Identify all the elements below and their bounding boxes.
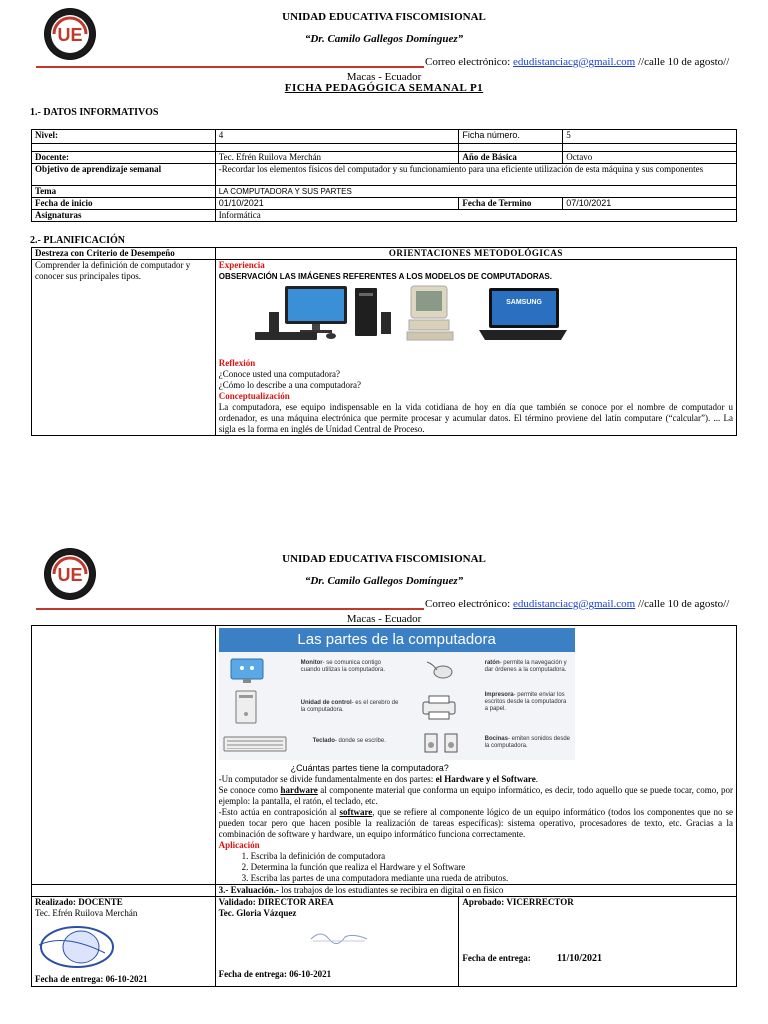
tema-label: Tema [32, 186, 216, 198]
realizado-label: Realizado: DOCENTE [35, 897, 123, 907]
city-2: Macas - Ecuador [346, 613, 422, 625]
keyboard-icon [223, 736, 287, 752]
observacion-text: OBSERVACIÓN LAS IMÁGENES REFERENTES A LOS MODELOS DE COMPUTADORAS. [218, 272, 552, 281]
question-2: ¿Cómo lo describe a una computadora? [218, 380, 361, 390]
realizado-cell [32, 897, 216, 987]
validado-name: Tec. Gloria Vázquez [218, 908, 297, 918]
conceptualizacion-heading: Conceptualización [218, 391, 290, 401]
planificacion-table [31, 247, 737, 436]
inicio-label: Fecha de inicio [32, 198, 216, 210]
school-subtitle-2: “Dr. Camilo Gallegos Domínguez” [304, 575, 464, 587]
anio-label: Año de Básica [459, 152, 563, 164]
desktop-computer-icon [255, 284, 395, 342]
termino-value: 07/10/2021 [563, 198, 737, 210]
question-1: ¿Conoce usted una computadora? [218, 369, 340, 379]
ficha-num-value: 5 [563, 130, 737, 144]
contact-line-2 [425, 598, 729, 610]
address-text: //calle 10 de agosto// [637, 598, 730, 610]
email-link-2[interactable]: edudistanciacg@gmail.com [512, 598, 636, 610]
destreza-continuation [32, 626, 216, 885]
reflexion-heading: Reflexión [218, 358, 256, 368]
banner-title: Las partes de la computadora [219, 628, 575, 652]
mouse-icon [425, 660, 455, 680]
aplicacion-heading: Aplicación [218, 840, 260, 850]
inicio-value: 01/10/2021 [215, 198, 459, 210]
objetivo-label: Objetivo de aprendizaje semanal [32, 164, 216, 186]
school-name: UNIDAD EDUCATIVA FISCOMISIONAL [282, 11, 486, 23]
task-item: 3. Escriba las partes de una computadora mediante una rueda de atributos. [251, 873, 733, 884]
computer-images [219, 282, 733, 344]
question-parts: ¿Cuántas partes tiene la computadora? [290, 763, 449, 773]
task-list [219, 851, 733, 884]
part-keyboard: Teclado- donde se escribe. [312, 738, 386, 744]
part-mouse: ratón- permite la navegación y dar órdenes a la computadora. [484, 660, 567, 673]
svg-text:UE: UE [57, 25, 83, 45]
school-name-2: UNIDAD EDUCATIVA FISCOMISIONAL [282, 553, 486, 565]
asignatura-value: Informática [215, 210, 736, 222]
datos-table [31, 129, 737, 222]
objetivo-value: -Recordar los elementos físicos del computador y su funcionamiento para una eficiente utilización de esta máquina y sus componentes [215, 164, 736, 186]
concepto-text: La computadora, ese equipo indispensable en la vida cotidiana de hoy en día que también se conoce por el nombre de computador u ordenador, es una máquina electrónica que permite procesar y acumular datos. El término proviene del latín computare (“calcular”). ... La sigla es la forma en inglés de Unidad Central de Proceso. [218, 402, 733, 434]
email-label: Correo electrónico: [425, 56, 511, 68]
paragraph-1: -Un computador se divide fundamentalmente en dos partes: el Hardware y el Software. [218, 774, 538, 784]
task-item: 2. Determina la función que realiza el Hardware y el Software [251, 862, 733, 873]
school-stamp-icon [35, 923, 119, 971]
orientaciones-continuation [215, 626, 736, 885]
school-subtitle: “Dr. Camilo Gallegos Domínguez” [304, 33, 464, 45]
nivel-value: 4 [215, 130, 459, 144]
svg-text:UE: UE [57, 565, 83, 585]
paragraph-2: Se conoce como hardware al componente material que conforma un equipo informático, es decir, todo aquello que se puede tocar, como, por ejemplo: la pantalla, el ratón, el teclado, etc. [218, 785, 733, 806]
fecha-entrega-2: Fecha de entrega: 06-10-2021 [218, 969, 332, 979]
orientaciones-header: ORIENTACIONES METODOLÓGICAS [215, 248, 736, 260]
destreza-value: Comprender la definición de computador y conocer sus principales tipos. [32, 260, 216, 436]
address-text: //calle 10 de agosto// [637, 56, 730, 68]
termino-label: Fecha de Termino [459, 198, 563, 210]
svg-text:SAMSUNG: SAMSUNG [505, 299, 542, 306]
part-control-unit: Unidad de control- es el cerebro de la computadora. [300, 700, 399, 713]
cpu-tower-icon [233, 690, 259, 724]
parts-banner [219, 628, 575, 760]
realizado-name: Tec. Efrén Ruilova Merchán [35, 908, 138, 918]
header-divider [36, 66, 424, 68]
validado-cell [215, 897, 459, 987]
ficha-num-label: Ficha número. [459, 130, 563, 144]
monitor-icon [227, 658, 267, 684]
aprobado-cell [459, 897, 737, 987]
asignatura-label: Asignaturas [32, 210, 216, 222]
nivel-label: Nivel: [32, 130, 216, 144]
printer-icon [419, 694, 459, 720]
speakers-icon [423, 732, 459, 754]
destreza-header: Destreza con Criterio de Desempeño [32, 248, 216, 260]
email-link[interactable]: edudistanciacg@gmail.com [512, 56, 636, 68]
docente-value: Tec. Efrén Ruilova Merchán [215, 152, 459, 164]
anio-value: Octavo [563, 152, 737, 164]
signature-icon [309, 927, 369, 947]
city: Macas - Ecuador [346, 71, 422, 83]
contact-line [425, 56, 729, 68]
task-item: 1. Escriba la definición de computadora [251, 851, 733, 862]
fecha-entrega-1: Fecha de entrega: 06-10-2021 [35, 974, 148, 984]
evaluacion-row: 3.- Evaluación.- los trabajos de los estudiantes se recibira en digital o en fisico [215, 885, 736, 897]
vintage-computer-icon [405, 284, 455, 342]
docente-label: Docente: [32, 152, 216, 164]
paragraph-3: -Esto actúa en contraposición al software, que se refiere al componente lógico de un equipo informático (todos los componentes que no se pueden tocar pero que hacen posible la realización de tareas específicas): sistema operativo, procesadores de texto, etc. Gracias a la combinación de software y hardware, un equipo informático funciona correctamente. [218, 807, 733, 839]
aprobado-label: Aprobado: VICERRECTOR [462, 897, 574, 907]
tema-value: LA COMPUTADORA Y SUS PARTES [215, 186, 736, 198]
validado-label: Validado: DIRECTOR AREA [218, 897, 334, 907]
section-planificacion: 2.- PLANIFICACIÓN [30, 235, 125, 246]
header-divider-2 [36, 608, 424, 610]
part-monitor: Monitor- se comunica contigo cuando utilizas la computadora. [300, 660, 386, 673]
experiencia-heading: Experiencia [218, 260, 265, 270]
fecha-entrega-3: Fecha de entrega: 11/10/2021 [462, 953, 603, 964]
part-speakers: Bocinas- emiten sonidos desde la computadora. [484, 736, 571, 749]
part-printer: Impresora- permite enviar los escritos desde la computadora a papel. [484, 692, 567, 712]
email-label: Correo electrónico: [425, 598, 511, 610]
laptop-icon [475, 286, 571, 342]
ficha-title: FICHA PEDAGÓGICA SEMANAL P1 [284, 82, 484, 94]
section-datos: 1.- DATOS INFORMATIVOS [30, 107, 159, 118]
orientaciones-cell [215, 260, 736, 436]
continuation-table [31, 625, 737, 987]
